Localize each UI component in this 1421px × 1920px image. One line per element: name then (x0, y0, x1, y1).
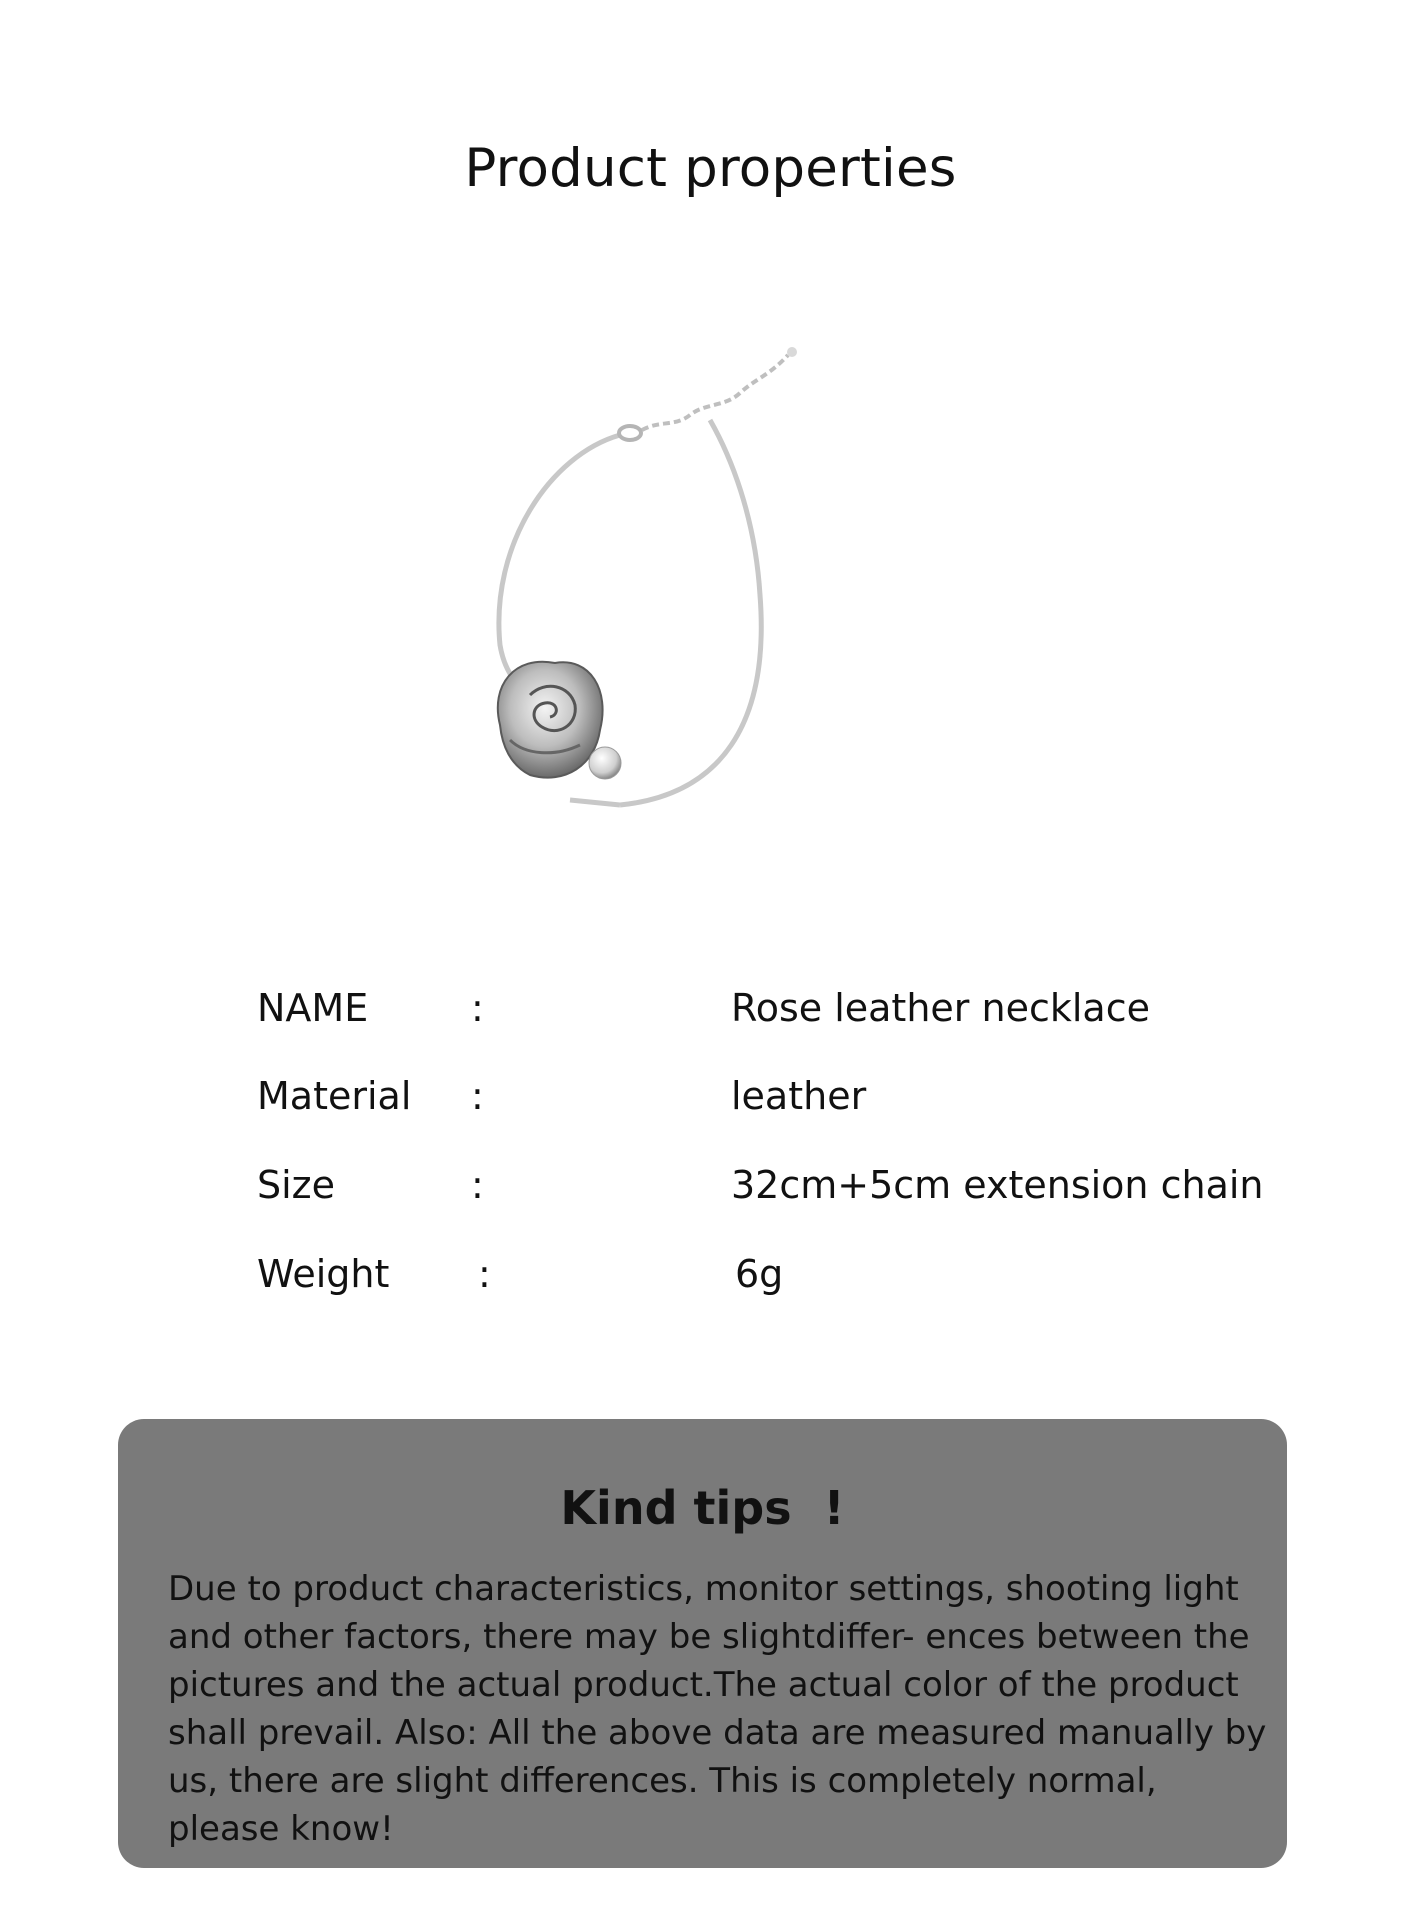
clasp (619, 426, 641, 440)
property-separator: : (471, 986, 484, 1030)
pearl (589, 747, 621, 779)
extension-chain (642, 355, 788, 430)
property-row-size (0, 1155, 1421, 1215)
property-label: Material (257, 1074, 412, 1118)
property-row-material (0, 1066, 1421, 1126)
kind-tips-panel (118, 1419, 1287, 1868)
tips-heading: Kind tips ! (560, 1481, 845, 1535)
property-value: leather (731, 1074, 867, 1118)
property-value: 6g (735, 1252, 784, 1296)
page-title: Product properties (464, 138, 957, 199)
tips-body: Due to product characteristics, monitor settings, shooting light and other factors, there may be slightdiffer- ences between the pictures and the actual product.The actual color of the product shall prevail. Also: All the above data are measured manually by us, there are slight differences. This is completely normal, please know! (168, 1569, 1267, 1849)
property-separator: : (471, 1163, 484, 1207)
property-separator: : (478, 1252, 491, 1296)
property-separator: : (471, 1074, 484, 1118)
property-row-weight (0, 1244, 1421, 1304)
property-value: Rose leather necklace (731, 986, 1150, 1030)
property-value: 32cm+5cm extension chain (731, 1163, 1264, 1207)
necklace-wire-right (620, 420, 761, 805)
necklace-product-image (470, 345, 910, 815)
property-label: Size (257, 1163, 336, 1207)
property-label: NAME (257, 986, 369, 1030)
property-row-name (0, 978, 1421, 1038)
property-label: Weight (257, 1252, 390, 1296)
necklace-wire (499, 435, 620, 700)
rose-pendant (498, 662, 603, 778)
